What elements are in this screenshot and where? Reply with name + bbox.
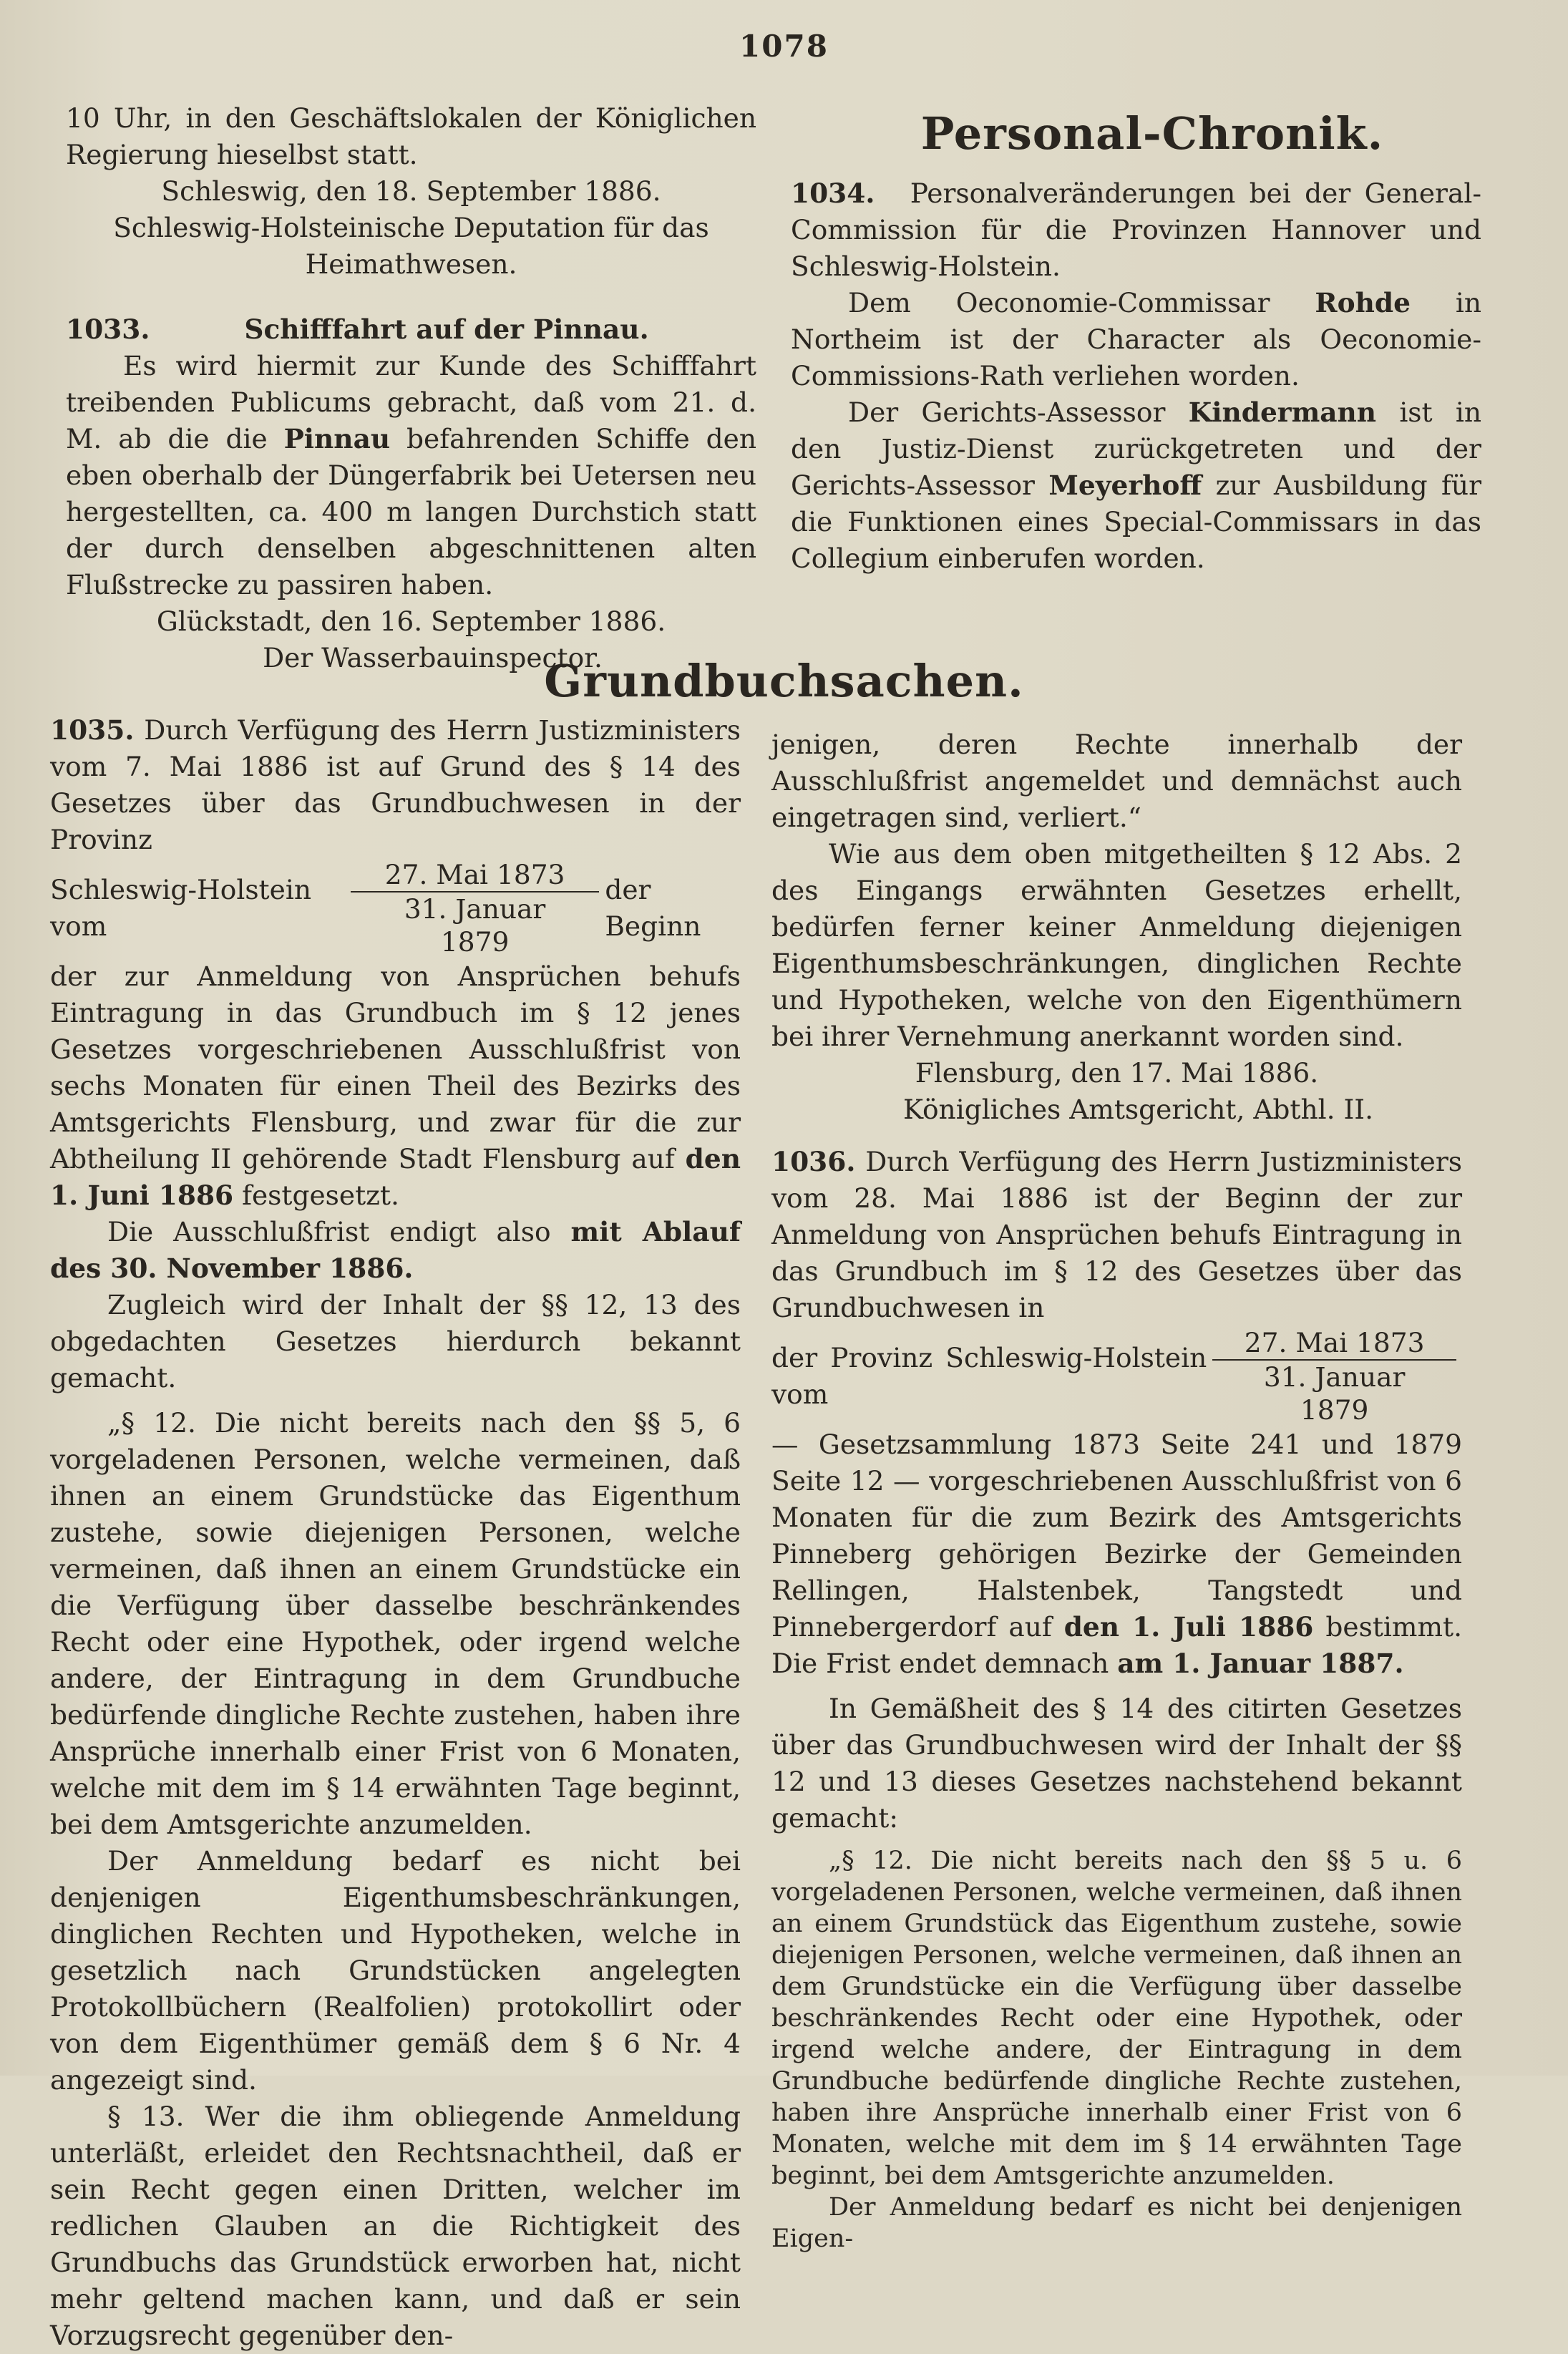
item-1035-p1c: der Beginn xyxy=(605,874,701,942)
item-1034-rohde: Rohde xyxy=(1315,287,1411,318)
grundbuchsachen-heading: Grundbuchsachen. xyxy=(544,655,1024,707)
item-1035-p1f: festgesetzt. xyxy=(242,1180,399,1211)
item-1036-p1e: bestimmt. Die Frist endet demnach xyxy=(771,1611,1463,1679)
item-1036-p2: In Gemäßheit des § 14 des citirten Gesetzes über das Grundbuchwesen wird der Inhalt der §§ 12 und 13 dieses Gesetzes nachstehend bekannt gemacht: xyxy=(771,1693,1462,1834)
item-1036-p1d: den 1. Juli 1886 xyxy=(1063,1611,1314,1643)
item-1033-body xyxy=(66,348,756,603)
item-1035-p1-rest xyxy=(50,958,741,1214)
item-1034-text3c: zur Ausbildung für die Funktionen eines Special-Commissars in das Collegium einberufen worden. xyxy=(791,470,1482,574)
item-1036-p3: „§ 12. Die nicht bereits nach den §§ 5 u. 6 vorgeladenen Personen, welche vermeinen, daß ihnen an einem Grundstück das Eigenthum zustehe, sowie diejenigen Personen, welche vermeinen, daß ihnen an dem Grundstücke ein die Verfügung über dasselbe beschränkendes Recht oder eine Hypothek, oder irgend welche andere, der Eintragung in dem Grundbuche bedürfende dingliche Rechte zustehen, haben ihre Ansprüche innerhalb einer Frist von 6 Monaten, welche mit dem im § 14 erwähnten Tage beginnt, bei dem Amtsgerichte anzumelden. xyxy=(771,1847,1462,2190)
item-1036-p4: Der Anmeldung bedarf es nicht bei denjenigen Eigen- xyxy=(771,2193,1462,2253)
item-1034-p2 xyxy=(791,285,1481,394)
item-1034-text3b: ist in den Justiz-Dienst zurückgetreten und der Gerichts-Assessor xyxy=(791,397,1481,501)
item-1034-text2b: in Northeim ist der Character als Oeconomie-Commissions-Rath verliehen worden. xyxy=(791,287,1481,391)
item-1033-date: Glückstadt, den 16. September 1886. xyxy=(156,605,666,637)
item-1036-frac-den: 31. Januar 1879 xyxy=(1263,1361,1406,1426)
item-1035-p1d: der zur Anmeldung von Ansprüchen behufs Eintragung in das Grundbuch im § 12 jenes Gesetzes vorgeschriebenen Ausschlußfrist von sechs Monaten für einen Theil des Bezirks des Amtsgerichts Flensburg, und zwar für die zur Abtheilung II gehörende Stadt Flensburg auf xyxy=(50,960,741,1174)
item-1033-signature: Der Wasserbauinspector. xyxy=(263,642,603,673)
item-1036-date-fraction xyxy=(1212,1326,1456,1426)
item-1035-p7: Wie aus dem oben mitgetheilten § 12 Abs. 2 des Eingangs erwähnten Gesetzes erhellt, bedürfen ferner keiner Anmeldung diejenigen Eigenthumsbeschränkungen, dinglichen Rechte und Hypotheken, welche von den Eigenthümern bei ihrer Vernehmung anerkannt worden sind. xyxy=(771,838,1462,1052)
schleswig-date: Schleswig, den 18. September 1886. xyxy=(161,175,661,207)
item-1036-fraction-line xyxy=(771,1326,1462,1426)
item-1036-p1c: — Gesetzsammlung 1873 Seite 241 und 1879 Seite 12 — vorgeschriebenen Ausschlußfrist von 6 Monaten für die zum Bezirk des Amtsgerichts Pinneberg gehörigen Bezirke der Gemeinden Rellingen, Halstenbek, Tangstedt und Pinnebergerdorf auf xyxy=(771,1429,1462,1643)
item-1035-p6: § 13. Wer die ihm obliegende Anmeldung unterläßt, erleidet den Rechtsnachtheil, daß er sein Recht gegen einen Dritten, welcher im redlichen Glauben an die Richtigkeit des Grundbuchs das Grundstück erworben hat, nicht mehr geltend machen kann, und daß er sein Vorzugsrecht gegenüber den- xyxy=(50,2101,741,2351)
item-1034-text2a: Dem Oeconomie-Commissar xyxy=(848,287,1270,318)
personal-chronik-heading: Personal-Chronik. xyxy=(920,107,1384,160)
item-1035-fraction-line xyxy=(50,858,741,958)
item-1033-number: 1033. xyxy=(66,313,150,345)
item-1035-number: 1035. xyxy=(50,714,135,746)
continuation-text: 10 Uhr, in den Geschäftslokalen der Königlichen Regierung hieselbst statt. xyxy=(66,102,756,170)
item-1036-p1-rest xyxy=(771,1426,1462,1682)
item-1035-continued: jenigen, deren Rechte innerhalb der Ausschlußfrist angemeldet und demnächst auch eingetragen sind, verliert.“ xyxy=(771,729,1462,833)
item-1033-title: Schifffahrt auf der Pinnau. xyxy=(244,313,649,345)
item-1033-text-a: Es wird hiermit zur Kunde des Schifffahrt treibenden Publicums gebracht, daß vom 21. d. M. ab die die xyxy=(66,350,756,454)
top-left-column xyxy=(66,100,756,676)
item-1034-kindermann: Kindermann xyxy=(1188,397,1377,428)
item-1036-number: 1036. xyxy=(771,1146,856,1177)
item-1035-date-fraction xyxy=(351,858,599,958)
item-1035-p3: Zugleich wird der Inhalt der §§ 12, 13 des obgedachten Gesetzes hierdurch bekannt gemacht. xyxy=(50,1289,741,1394)
item-1036-p1 xyxy=(771,1144,1462,1326)
item-1035-p5: Der Anmeldung bedarf es nicht bei denjenigen Eigenthumsbeschränkungen, dinglichen Rechten und Hypotheken, welche in gesetzlich nach Grundstücken angelegten Protokollbüchern (Realfolien) protokollirt oder von dem Eigenthümer gemäß dem § 6 Nr. 4 angezeigt sind. xyxy=(50,1845,741,2096)
item-1034-p3 xyxy=(791,394,1481,577)
item-1035-p4: „§ 12. Die nicht bereits nach den §§ 5, 6 vorgeladenen Personen, welche vermeinen, daß ihnen an einem Grundstücke das Eigenthum zustehe, sowie diejenigen Personen, welche vermeinen, daß ihnen an einem Grundstücke ein die Verfügung über dasselbe beschränkendes Recht oder eine Hypothek, oder irgend welche andere, der Eintragung in dem Grundbuche bedürfende dingliche Rechte zustehen, haben ihre Ansprüche innerhalb einer Frist von 6 Monaten, welche mit dem im § 14 erwähnten Tage beginnt, bei dem Amtsgerichte anzumelden. xyxy=(50,1407,741,1840)
item-1034-meyerhoff: Meyerhoff xyxy=(1048,470,1202,501)
amtsgericht-signature: Königliches Amtsgericht, Abthl. II. xyxy=(902,1094,1374,1125)
item-1035-frac-num: 27. Mai 1873 xyxy=(351,858,599,893)
item-1034-number: 1034. xyxy=(791,177,875,209)
item-1034-text1: Personalveränderungen bei der General-Commission für die Provinzen Hannover und Schleswig-Holstein. xyxy=(791,177,1482,282)
item-1036-p1a: Durch Verfügung des Herrn Justizministers vom 28. Mai 1886 ist der Beginn der zur Anmeldung von Ansprüchen behufs Eintragung in das Grundbuch im § 12 des Gesetzes über das Grundbuchwesen in xyxy=(771,1146,1462,1323)
item-1033-bold: Pinnau xyxy=(283,423,391,454)
item-1034-p1 xyxy=(791,175,1481,285)
item-1033-text-b: befahrenden Schiffe den eben oberhalb der Düngerfabrik bei Uetersen neu hergestellten, ca. 400 m langen Durchstich statt der durch denselben abgeschnittenen alten Flußstrecke zu passiren haben. xyxy=(66,423,757,600)
item-1035-p1e: den 1. Juni 1886 xyxy=(50,1143,741,1211)
item-1035-p2b: mit Ablauf des 30. November 1886. xyxy=(50,1216,741,1284)
item-1036-p1f: am 1. Januar 1887. xyxy=(1117,1648,1404,1679)
personal-chronik-column xyxy=(791,175,1481,577)
grundbuch-left-column xyxy=(50,712,741,2354)
item-1033-heading xyxy=(66,311,756,348)
item-1034-text3a: Der Gerichts-Assessor xyxy=(848,397,1166,428)
item-1036-frac-num: 27. Mai 1873 xyxy=(1212,1326,1456,1361)
item-1035-p1b: Schleswig-Holstein vom xyxy=(50,874,311,942)
page-number: 1078 xyxy=(739,29,829,64)
deputation-signature: Schleswig-Holsteinische Deputation für das Heimathwesen. xyxy=(113,212,709,280)
item-1035-p2 xyxy=(50,1214,741,1287)
item-1036-p1b: der Provinz Schleswig-Holstein vom xyxy=(771,1342,1207,1410)
item-1035-frac-den: 31. Januar 1879 xyxy=(404,893,546,958)
item-1035-p2a: Die Ausschlußfrist endigt also xyxy=(107,1216,551,1247)
item-1035-p1 xyxy=(50,712,741,858)
grundbuch-right-column xyxy=(771,726,1462,2255)
item-1035-p1a: Durch Verfügung des Herrn Justizministers vom 7. Mai 1886 ist auf Grund des § 14 des Gesetzes über das Grundbuchwesen in der Provinz xyxy=(50,714,741,855)
flensburg-date: Flensburg, den 17. Mai 1886. xyxy=(915,1057,1319,1089)
